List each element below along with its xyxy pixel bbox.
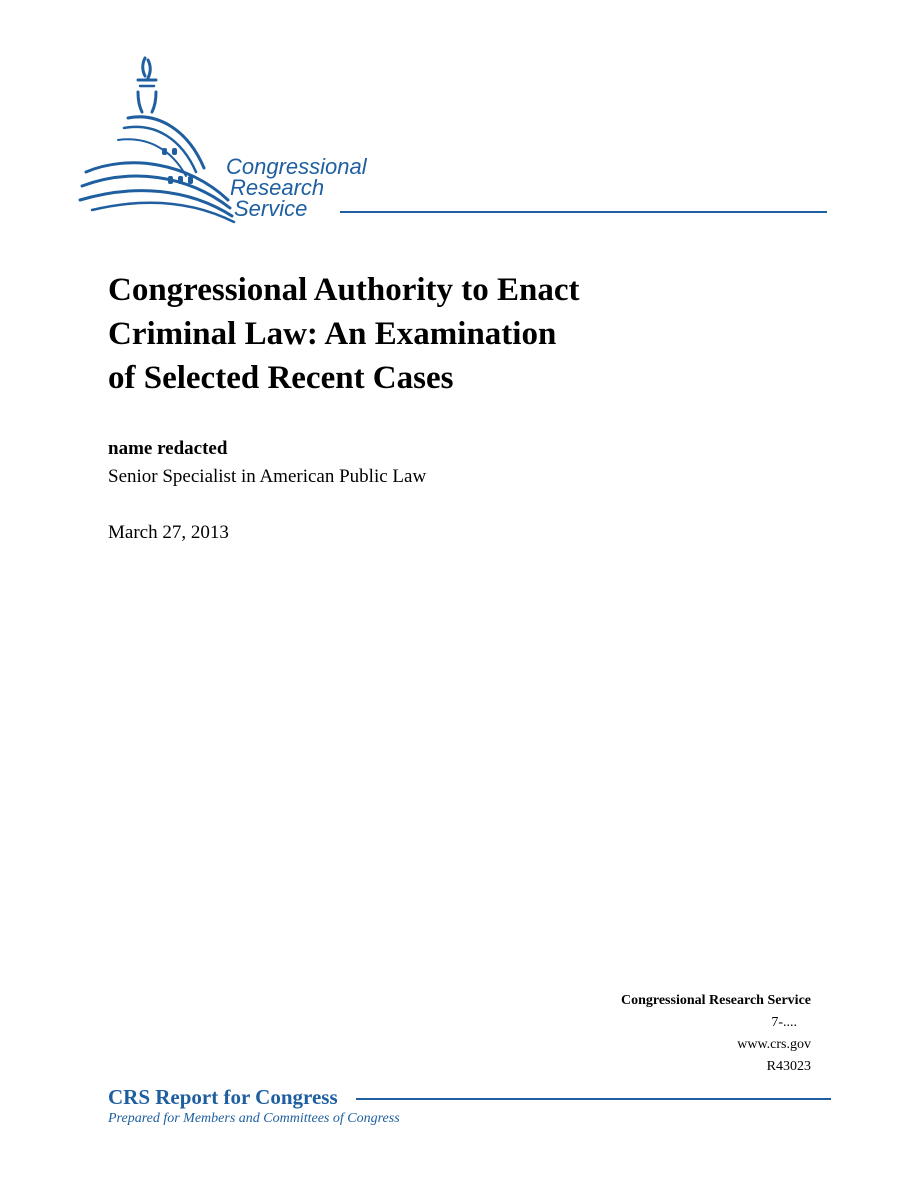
- contact-org: Congressional Research Service: [620, 993, 811, 1008]
- contact-website: www.crs.gov: [737, 1037, 811, 1052]
- header-rule: [340, 211, 827, 213]
- crs-wordmark: [226, 156, 367, 219]
- title-line-1: Congressional Authority to Enact: [108, 272, 580, 308]
- author-name: name redacted: [108, 438, 228, 459]
- report-title: [108, 268, 580, 400]
- contact-phone: 7-....: [771, 1015, 797, 1030]
- title-line-3: of Selected Recent Cases: [108, 360, 454, 396]
- wordmark-line-1: Congressional: [226, 154, 367, 179]
- footer-rule: [356, 1098, 831, 1100]
- author-role: Senior Specialist in American Public Law: [108, 466, 427, 487]
- footer-subtitle: Prepared for Members and Committees of Congress: [108, 1111, 400, 1126]
- wordmark-line-3: Service: [234, 196, 308, 221]
- report-id: R43023: [766, 1059, 811, 1074]
- contact-block: [621, 990, 811, 1078]
- footer-title: CRS Report for Congress: [108, 1085, 338, 1109]
- wordmark-line-2: Research: [230, 175, 325, 200]
- title-line-2: Criminal Law: An Examination: [108, 316, 557, 352]
- report-date: March 27, 2013: [108, 522, 229, 543]
